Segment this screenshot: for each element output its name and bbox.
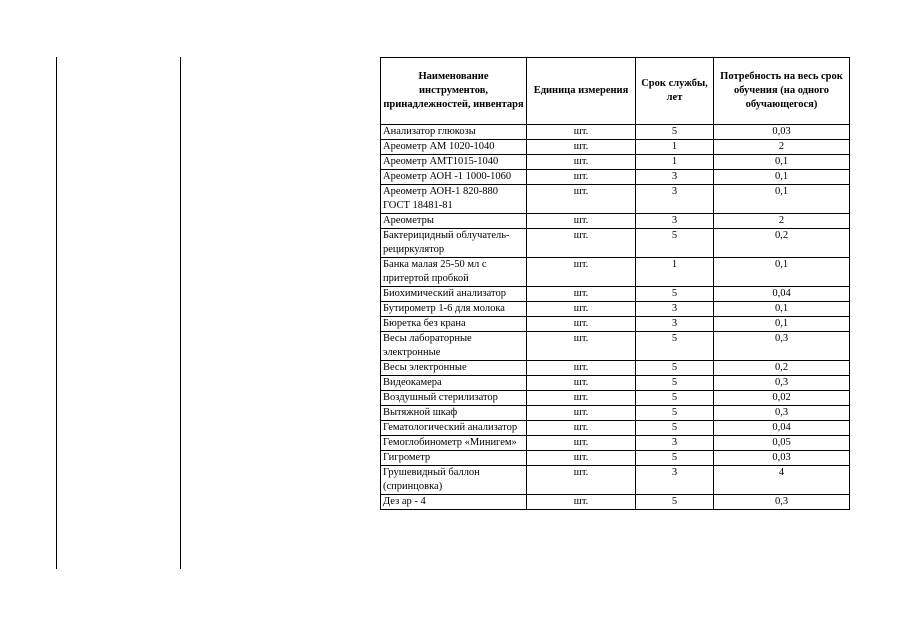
header-row [381, 58, 850, 125]
item-need: 0,1 [714, 258, 850, 287]
item-need: 0,2 [714, 361, 850, 376]
item-need: 4 [714, 466, 850, 495]
table-row [381, 287, 850, 302]
item-name: Гематологический анализатор [381, 421, 527, 436]
table-body [381, 125, 850, 510]
item-need: 0,1 [714, 317, 850, 332]
item-need: 0,1 [714, 185, 850, 214]
item-unit: шт. [527, 451, 636, 466]
table-row [381, 495, 850, 510]
item-term: 5 [636, 287, 714, 302]
table-row [381, 376, 850, 391]
header-term: Срок службы, лет [636, 58, 714, 125]
table-row [381, 421, 850, 436]
item-need: 0,3 [714, 332, 850, 361]
item-unit: шт. [527, 406, 636, 421]
item-name: Весы электронные [381, 361, 527, 376]
item-unit: шт. [527, 185, 636, 214]
item-unit: шт. [527, 170, 636, 185]
item-name: Бюретка без крана [381, 317, 527, 332]
header-name: Наименование инструментов, принадлежностей, инвентаря [381, 58, 527, 125]
item-need: 0,3 [714, 376, 850, 391]
item-term: 5 [636, 495, 714, 510]
item-need: 0,03 [714, 125, 850, 140]
item-term: 3 [636, 466, 714, 495]
item-term: 5 [636, 361, 714, 376]
table-row [381, 332, 850, 361]
item-need: 2 [714, 140, 850, 155]
item-need: 0,1 [714, 302, 850, 317]
table-row [381, 436, 850, 451]
item-term: 3 [636, 185, 714, 214]
item-unit: шт. [527, 302, 636, 317]
item-term: 5 [636, 451, 714, 466]
item-term: 3 [636, 302, 714, 317]
item-unit: шт. [527, 229, 636, 258]
table-row [381, 155, 850, 170]
table-row [381, 185, 850, 214]
item-name: Видеокамера [381, 376, 527, 391]
item-term: 5 [636, 376, 714, 391]
item-name: Весы лабораторные электронные [381, 332, 527, 361]
table-header [381, 58, 850, 125]
item-need: 0,3 [714, 406, 850, 421]
table-row [381, 229, 850, 258]
item-term: 5 [636, 229, 714, 258]
header-unit: Единица измерения [527, 58, 636, 125]
item-unit: шт. [527, 391, 636, 406]
table-row [381, 140, 850, 155]
item-unit: шт. [527, 214, 636, 229]
item-term: 3 [636, 170, 714, 185]
item-unit: шт. [527, 495, 636, 510]
item-name: Гемоглобинометр «Минигем» [381, 436, 527, 451]
item-name: Ареометр АОН-1 820-880 ГОСТ 18481-81 [381, 185, 527, 214]
table-row [381, 125, 850, 140]
table-row [381, 258, 850, 287]
item-unit: шт. [527, 140, 636, 155]
table-row [381, 391, 850, 406]
table-row [381, 466, 850, 495]
item-need: 0,3 [714, 495, 850, 510]
item-term: 5 [636, 406, 714, 421]
item-unit: шт. [527, 361, 636, 376]
table-row [381, 170, 850, 185]
item-need: 0,1 [714, 155, 850, 170]
item-unit: шт. [527, 125, 636, 140]
item-term: 3 [636, 214, 714, 229]
item-unit: шт. [527, 317, 636, 332]
item-unit: шт. [527, 258, 636, 287]
item-term: 3 [636, 317, 714, 332]
item-term: 5 [636, 332, 714, 361]
item-unit: шт. [527, 436, 636, 451]
header-need: Потребность на весь срок обучения (на одного обучающегося) [714, 58, 850, 125]
item-name: Вытяжной шкаф [381, 406, 527, 421]
table-row [381, 214, 850, 229]
item-name: Ареометр АМТ1015-1040 [381, 155, 527, 170]
item-need: 2 [714, 214, 850, 229]
item-name: Ареометр АМ 1020-1040 [381, 140, 527, 155]
table-row [381, 406, 850, 421]
item-name: Банка малая 25-50 мл с притертой пробкой [381, 258, 527, 287]
item-term: 1 [636, 140, 714, 155]
item-name: Дез ар - 4 [381, 495, 527, 510]
table-row [381, 361, 850, 376]
item-need: 0,05 [714, 436, 850, 451]
item-need: 0,2 [714, 229, 850, 258]
table-row [381, 451, 850, 466]
left-margin-line [56, 57, 57, 569]
item-unit: шт. [527, 155, 636, 170]
table-row [381, 317, 850, 332]
item-name: Ареометр АОН -1 1000-1060 [381, 170, 527, 185]
item-name: Воздушный стерилизатор [381, 391, 527, 406]
item-name: Гигрометр [381, 451, 527, 466]
item-unit: шт. [527, 466, 636, 495]
item-name: Ареометры [381, 214, 527, 229]
item-term: 5 [636, 125, 714, 140]
item-term: 5 [636, 391, 714, 406]
item-unit: шт. [527, 287, 636, 302]
table-row [381, 302, 850, 317]
second-margin-line [180, 57, 181, 569]
item-term: 3 [636, 436, 714, 451]
item-unit: шт. [527, 421, 636, 436]
item-name: Анализатор глюкозы [381, 125, 527, 140]
item-name: Биохимический анализатор [381, 287, 527, 302]
item-name: Бутирометр 1-6 для молока [381, 302, 527, 317]
item-term: 1 [636, 258, 714, 287]
inventory-table [380, 57, 850, 510]
item-unit: шт. [527, 332, 636, 361]
item-term: 1 [636, 155, 714, 170]
item-term: 5 [636, 421, 714, 436]
item-need: 0,04 [714, 287, 850, 302]
item-need: 0,02 [714, 391, 850, 406]
item-unit: шт. [527, 376, 636, 391]
item-need: 0,1 [714, 170, 850, 185]
item-name: Грушевидный баллон (спринцовка) [381, 466, 527, 495]
item-need: 0,03 [714, 451, 850, 466]
item-need: 0,04 [714, 421, 850, 436]
item-name: Бактерицидный облучатель-рециркулятор [381, 229, 527, 258]
